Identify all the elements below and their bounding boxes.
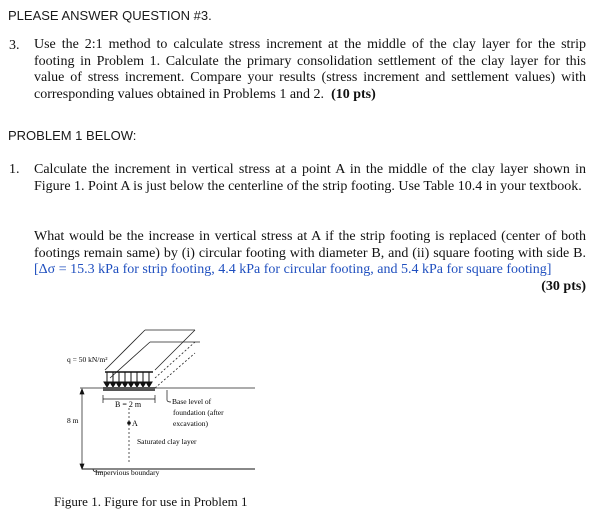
base-level-leader — [167, 390, 171, 402]
width-label: B = 2 m — [115, 400, 142, 409]
boundary-label: Impervious boundary — [95, 468, 160, 477]
question3-number: 3. — [9, 38, 20, 53]
base-level-label-3: excavation) — [173, 419, 208, 428]
problem1-header: PROBLEM 1 BELOW: — [8, 128, 137, 143]
base-level-label-2: foundation (after — [173, 408, 224, 417]
depth-dimension — [80, 389, 84, 469]
figure-1 — [55, 318, 255, 490]
load-arrows — [104, 372, 153, 387]
problem1-points: (30 pts) — [541, 278, 586, 294]
instruction-header: PLEASE ANSWER QUESTION #3. — [8, 8, 212, 23]
load-label: q = 50 kN/m² — [67, 355, 108, 364]
problem1-number: 1. — [9, 162, 20, 177]
depth-label: 8 m — [67, 416, 79, 425]
clay-layer-label: Saturated clay layer — [137, 437, 197, 446]
problem1-paragraph2-text: What would be the increase in vertical stress at A if the strip footing is replaced (center of both footings remain same) by (i) circular footing with diameter B, and (ii) square footing with side B. — [34, 229, 586, 261]
footing-base — [103, 387, 155, 391]
problem1-hint: [Δσ = 15.3 kPa for strip footing, 4.4 kPa for circular footing, and 5.4 kPa for square footing] — [34, 262, 552, 278]
footing-perspective — [105, 330, 200, 378]
point-a-label: A — [132, 419, 138, 428]
question3-body: Use the 2:1 method to calculate stress increment at the middle of the clay layer for the strip footing in Problem 1. Calculate the primary consolidation settlement of the clay layer for this value of stress increment. Compare your results (stress increment and settlement values) with corresponding values obtained in Problems 1 and 2. — [34, 37, 586, 102]
base-level-label-1: Base level of — [172, 397, 212, 406]
problem1-paragraph2 — [34, 229, 586, 295]
question3-text — [34, 37, 586, 103]
figure-caption: Figure 1. Figure for use in Problem 1 — [54, 494, 248, 509]
problem1-text: Calculate the increment in vertical stress at a point A in the middle of the clay layer shown in Figure 1. Point A is just below the centerline of the strip footing. Use Table 10.4 in your textbook. — [34, 162, 586, 194]
point-a-marker — [127, 421, 131, 425]
question3-points: (10 pts) — [331, 86, 376, 102]
